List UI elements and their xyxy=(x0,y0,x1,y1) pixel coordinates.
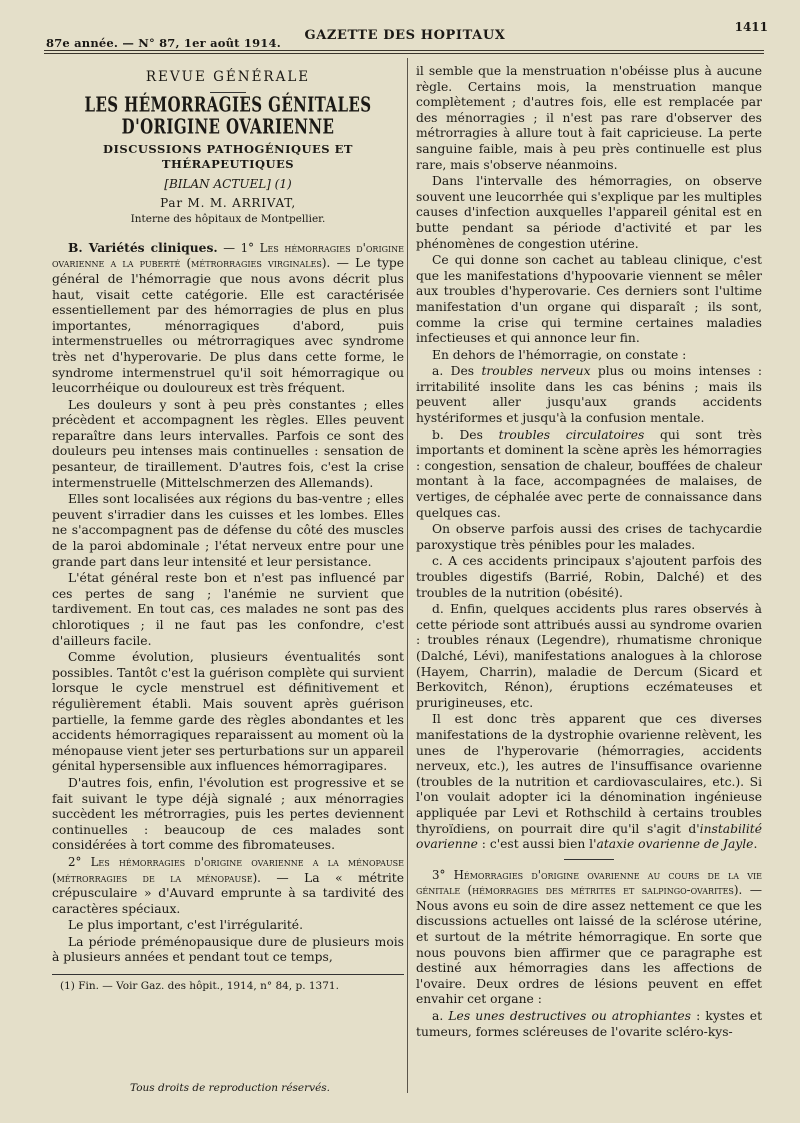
header-rule xyxy=(44,50,764,54)
paragraph: La période préménopausique dure de plusieurs mois à plusieurs années et pendant tout ce temps, xyxy=(52,934,404,965)
paragraph: d. Enfin, quelques accidents plus rares observés à cette période sont attribués aussi au syndrome ovarien : troubles rénaux (Legendre), rhumatisme chronique (Dalché, Lévi), manifestations analogues à la chlorose (Hayem, Charrin), maladie de Dercum (Sicard et Berkovitch, Rénon), éruptions eczémateuses et prurigineuses, etc. xyxy=(416,602,762,710)
page-header xyxy=(40,14,770,54)
left-column xyxy=(52,64,404,996)
right-column xyxy=(416,64,762,1041)
article-subtitle: DISCUSSIONS PATHOGÉNIQUES ET THÉRAPEUTIQUES xyxy=(103,141,353,172)
paragraph: a. Les unes destructives ou atrophiantes : kystes et tumeurs, formes scléreuses de l'ovarite scléro-kys- xyxy=(416,1009,763,1039)
paragraph: Ce qui donne son cachet au tableau clinique, c'est que les manifestations d'hypoovarie viennent se mêler aux troubles d'hyperovarie. Ces derniers sont l'ultime manifestation d'un organe qui disparaît ; ils sont, comme la crise qui termine certaines maladies infectieuses et qui annonce leur fin. xyxy=(416,253,762,346)
subsection-title: — 1° Les hémorragies d'origine ovarienne a la puberté (métrorragies virginales). xyxy=(52,240,404,271)
paragraph: Le plus important, c'est l'irrégularité. xyxy=(68,918,303,933)
paragraph: L'état général reste bon et n'est pas influencé par ces pertes de sang ; l'anémie ne survient que tardivement. En tout cas, ces malades ne sont pas des chlorotiques ; il ne faut pas les confondre, c'est d'ailleurs facile. xyxy=(52,571,404,648)
paragraph: 2° Les hémorragies d'origine ovarienne a la ménopause (métrorragies de la ménopause). — La « métrite crépusculaire » d'Auvard emprunte à sa tardivité des caractères spéciaux. xyxy=(52,854,404,916)
paragraph: Il est donc très apparent que ces diverses manifestations de la dystrophie ovarienne relèvent, les unes de l'hyperovarie (hémorragies, accidents nerveux, etc.), les autres de l'insuffisance ovarienne (troubles de la nutrition et cardiovasculaires, etc.). Si l'on voulait adopter ici la dénomination ingénieuse appliquée par Levi et Rothschild à certains troubles thyroïdiens, on pourrait dire qu'il s'agit d'instabilité ovarienne : c'est aussi bien l'ataxie ovarienne de Jayle. xyxy=(416,712,762,852)
paragraph: D'autres fois, enfin, l'évolution est progressive et se fait suivant le type déjà signalé ; aux ménorragies succèdent les métrorragies, puis les pertes deviennent continuelles : beaucoup de ces malades sont considérées à tort comme des fibromateuses. xyxy=(52,775,404,853)
issue-line: 87e année. — N° 87, 1er août 1914. xyxy=(46,36,281,50)
footnote-rule xyxy=(52,974,404,975)
subsection-heading: B. Variétés cliniques. xyxy=(68,239,218,255)
rights-notice: Tous droits de reproduction réservés. xyxy=(130,1082,331,1094)
paragraph: c. A ces accidents principaux s'ajoutent parfois des troubles digestifs (Barrié, Robin, Dalché) et des troubles de la nutrition (obésité). xyxy=(416,554,762,600)
paragraph: 3° Hémorragies d'origine ovarienne au cours de la vie génitale (hémorragies des métrites et salpingo-ovarites). — Nous avons eu soin de dire assez nettement ce que les discussions actuelles ont laissé de la sclérose utérine, et surtout de la métrite hémorragique. En sorte que nous pouvons bien affirmer que ce paragraphe est destiné aux hémorragies dans les affections de l'ovaire. Deux ordres de lésions peuvent en effet envahir cet organe : xyxy=(416,867,762,1007)
paragraph: il semble que la menstruation n'obéisse plus à aucune règle. Certains mois, la menstruation manque complètement ; d'autres fois, elle est remplacée par des ménorragies ; il n'est pas rare d'observer des métrorragies à allure tout à fait capricieuse. La perte sanguine faible, mais à peu près continuelle est plus rare, mais s'observe néanmoins. xyxy=(416,64,762,172)
subsection-title: 2° Les hémorragies d'origine ovarienne a la ménopause (métrorragies de la ménopause). xyxy=(52,854,404,885)
section-heading: REVUE GÉNÉRALE xyxy=(145,69,311,85)
paragraph: On observe parfois aussi des crises de tachycardie paroxystique très pénibles pour les malades. xyxy=(416,522,762,552)
paragraph: Comme évolution, plusieurs éventualités sont possibles. Tantôt c'est la guérison complète qui survient lorsque le cycle menstruel est définitivement et régulièrement établi. Mais souvent après guérison partielle, la femme garde des règles abondantes et les accidents hémorragiques reparaissent au moment où la ménopause vient jeter ses perturbations sur un appareil génital hypersensible aux influences hémorragipares. xyxy=(52,650,404,774)
paragraph: Elles sont localisées aux régions du bas-ventre ; elles peuvent s'irradier dans les cuisses et les lombes. Elles ne s'accompagnent pas de défense du côté des muscles de la paroi abdominale ; l'état nerveux entre pour une grande part dans leur intensité et leur persistance. xyxy=(52,492,404,569)
page-number: 1411 xyxy=(734,20,768,34)
column-divider xyxy=(407,58,408,1093)
bilan-label: [BILAN ACTUEL] (1) xyxy=(164,176,292,191)
author-affiliation: Interne des hôpitaux de Montpellier. xyxy=(130,213,326,226)
paragraph: Les douleurs y sont à peu près constantes ; elles précèdent et accompagnent les règles. Elles peuvent reparaître dans leurs intervalles. Parfois ce sont des douleurs peu intenses mais continuelles : sensation de pesanteur, de tiraillement. D'autres fois, c'est la crise intermenstruelle (Mittelschmerzen des Allemands). xyxy=(52,397,404,490)
paragraph: a. Des troubles nerveux plus ou moins intenses : irritabilité insolite dans les cas bénins ; mais ils peuvent aller jusqu'aux grands accidents hystériformes et jusqu'à la confusion mentale. xyxy=(416,364,762,426)
journal-title: GAZETTE DES HOPITAUX xyxy=(304,28,506,43)
paragraph: B. Variétés cliniques. — 1° Les hémorragies d'origine ovarienne a la puberté (métrorragies virginales). — Le type général de l'hémorragie que nous avons décrit plus haut, visait cette catégorie. Elle est caractérisée essentiellement par des hémorragies de plus en plus importantes, ménorragiques d'abord, puis intermenstruelles ou métrorragiques avec syndrome très net d'hyperovarie. De plus dans cette forme, le syndrome intermenstruel qu'il soit hémorragique ou leucorrhéique ou douloureux est très fréquent. xyxy=(52,239,404,396)
separator-rule xyxy=(564,859,614,860)
footnote: (1) Fin. — Voir Gaz. des hôpit., 1914, n° 84, p. 1371. xyxy=(60,980,339,993)
paragraph: En dehors de l'hémorragie, on constate : xyxy=(432,347,687,362)
subsection-title: 3° Hémorragies d'origine ovarienne au cours de la vie génitale (hémorragies des métrites et salpingo-ovarites). xyxy=(416,867,762,898)
paragraph: b. Des troubles circulatoires qui sont très importants et dominent la scène après les hémorragies : congestion, sensation de chaleur, bouffées de chaleur montant à la face, accompagnées de malaises, de vertiges, de céphalée avec perte de connaissance dans quelques cas. xyxy=(416,427,762,520)
article-title: LES HÉMORRAGIES GÉNITALES D'ORIGINE OVARIENNE xyxy=(84,92,372,138)
paragraph: Dans l'intervalle des hémorragies, on observe souvent une leucorrhée qui s'explique par les multiples causes d'infection auxquelles l'appareil génital est en butte pendant sa période d'activité et par les phénomènes de congestion utérine. xyxy=(416,174,762,251)
author-line: Par M. M. ARRIVAT, xyxy=(160,195,296,210)
